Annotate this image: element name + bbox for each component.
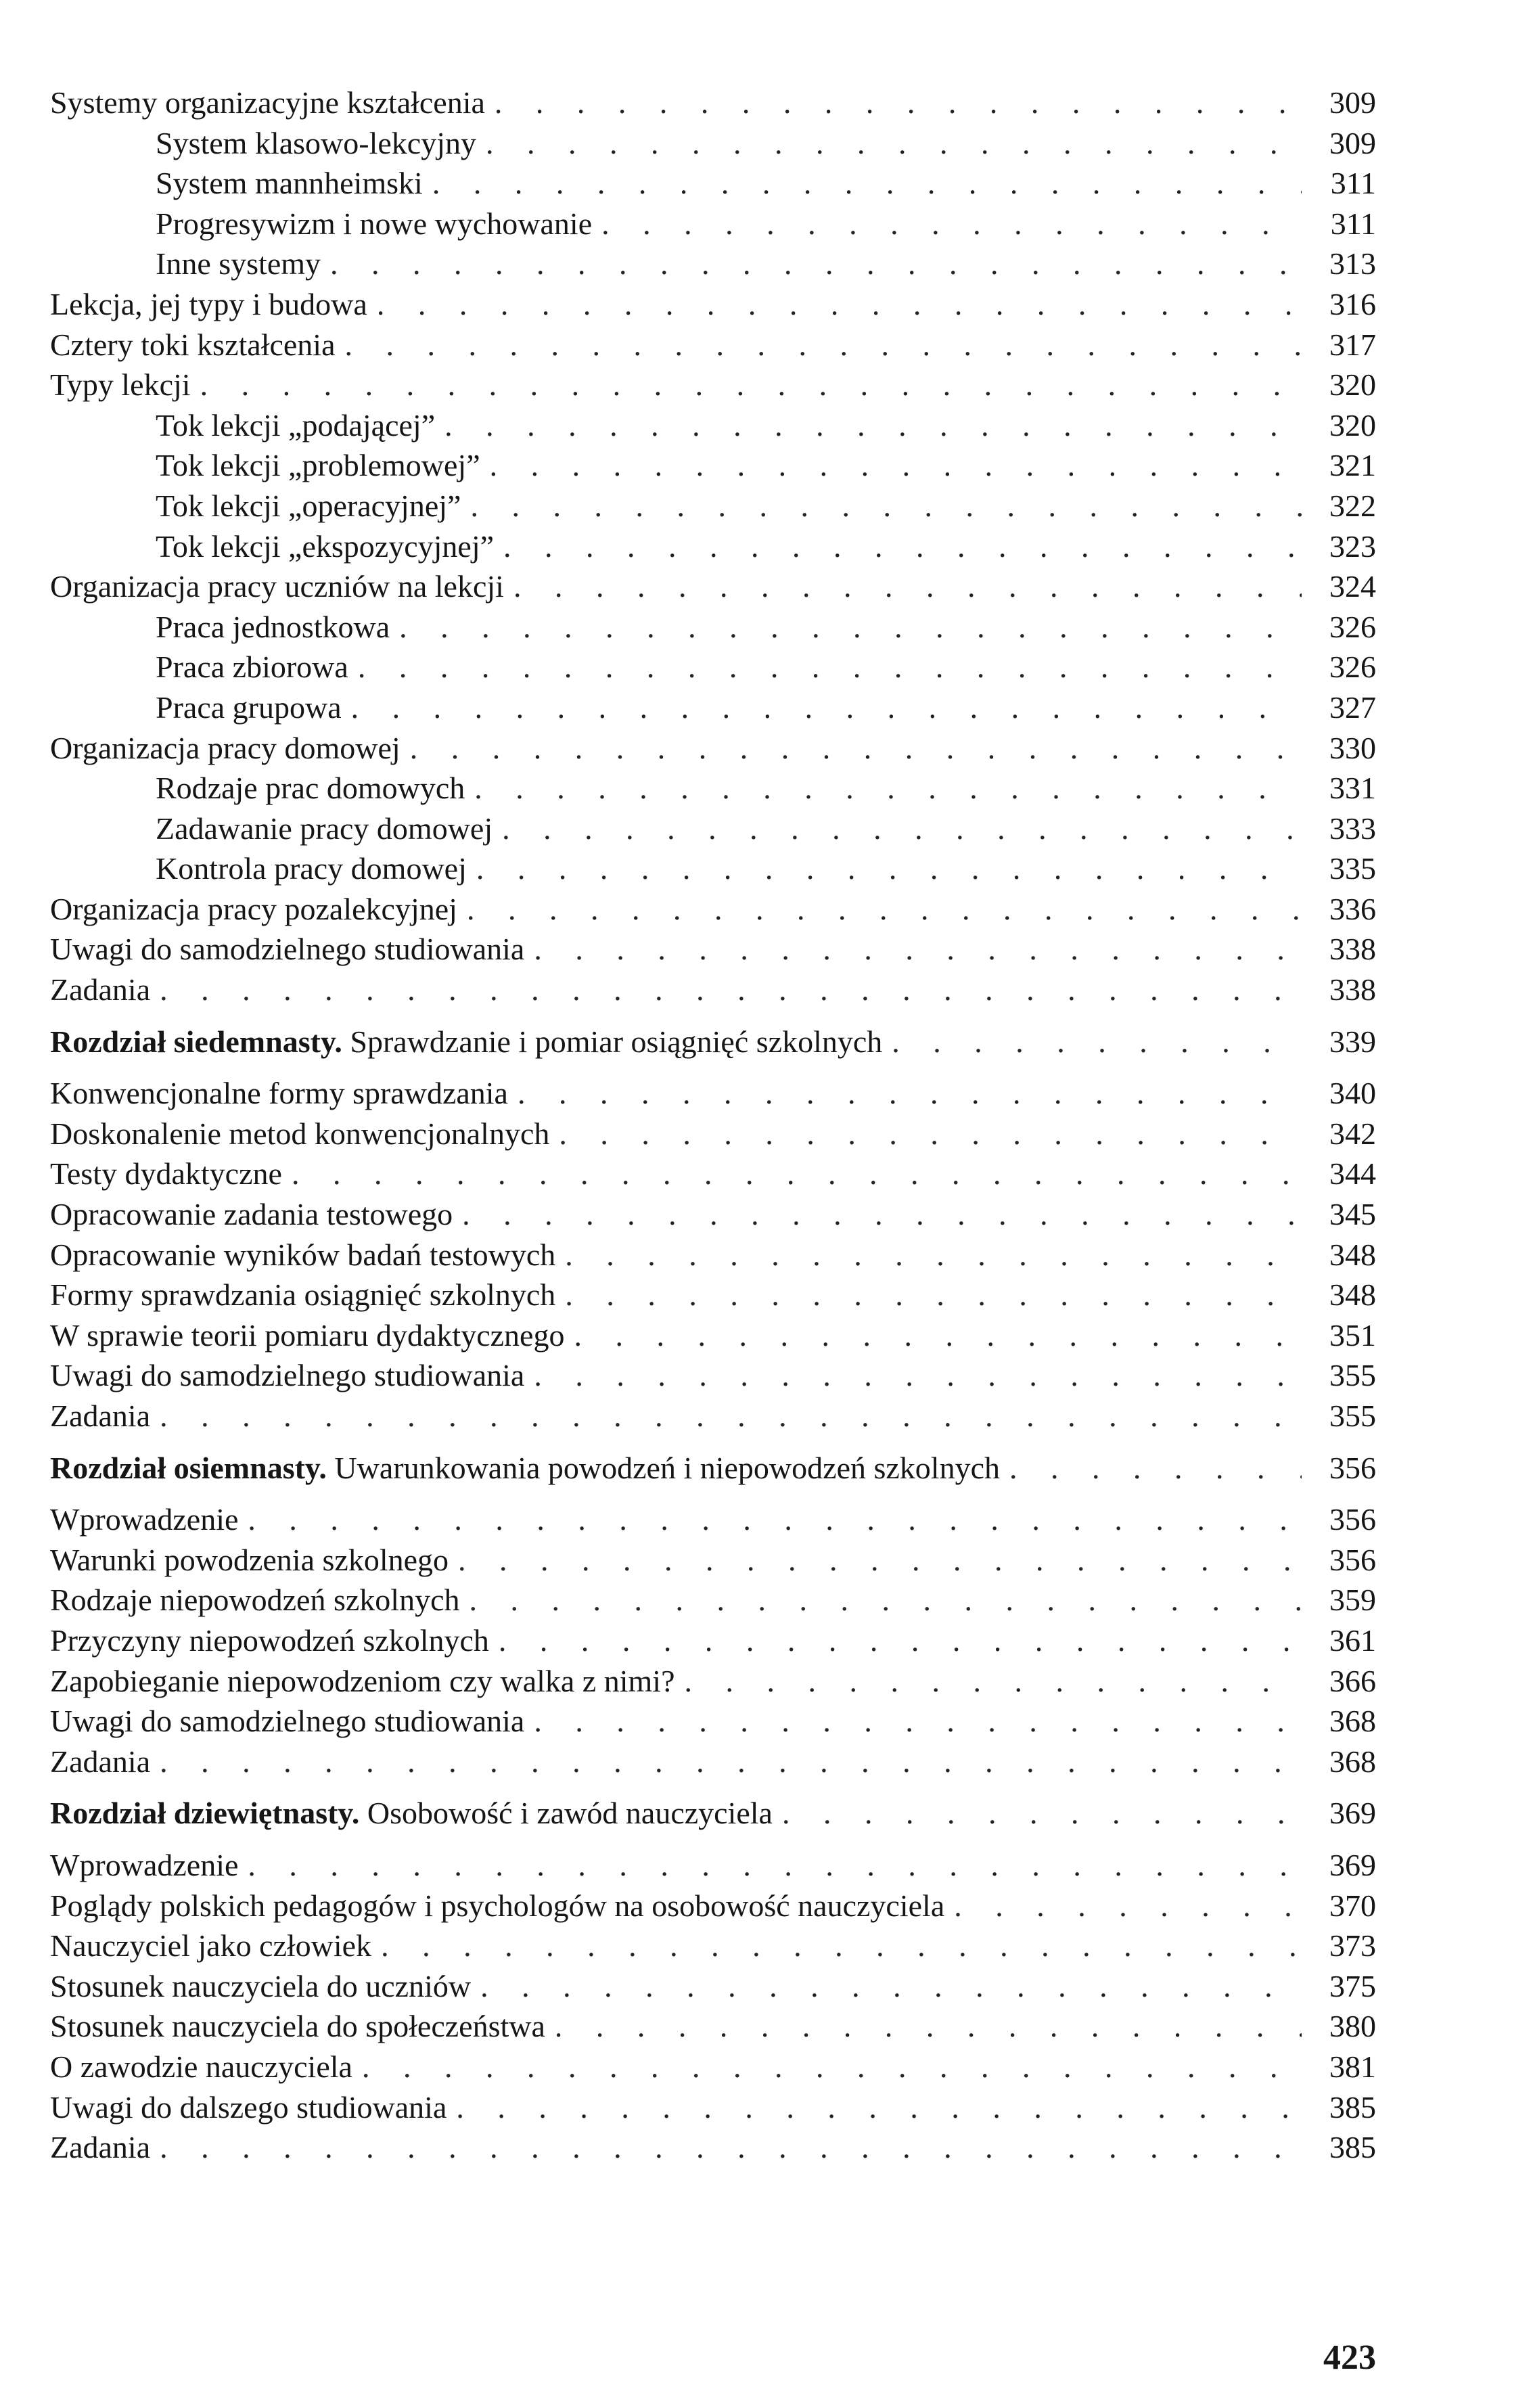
toc-entry-title <box>50 1154 282 1194</box>
chapter-label: Rozdział dziewiętnasty. <box>50 1796 360 1831</box>
dot-leader <box>565 1235 1302 1275</box>
toc-entry <box>50 1154 1376 1194</box>
toc-page-number: 380 <box>1329 2009 1376 2044</box>
entry-title-text: Kontrola pracy domowej <box>156 851 467 886</box>
toc-page-number: 370 <box>1329 1888 1376 1923</box>
entry-title-text: Zapobieganie niepowodzeniom czy walka z nimi? <box>50 1663 675 1698</box>
toc-page-number: 316 <box>1329 286 1376 321</box>
entry-title-text: Testy dydaktyczne <box>50 1156 282 1191</box>
entry-title-text: Doskonalenie metod konwencjonalnych <box>50 1116 550 1151</box>
dot-leader <box>499 1620 1302 1661</box>
toc-entry-title <box>50 728 401 769</box>
dot-leader <box>432 163 1302 204</box>
entry-title-text: Tok lekcji „problemowej” <box>156 448 480 483</box>
toc-entry <box>50 1661 1376 1702</box>
toc-entry <box>50 244 1376 284</box>
dot-leader <box>462 1194 1302 1235</box>
toc-page-number: 333 <box>1329 811 1376 846</box>
entry-title-text: Stosunek nauczyciela do uczniów <box>50 1968 472 2003</box>
dot-leader <box>470 486 1302 526</box>
toc-page-number: 361 <box>1329 1622 1376 1658</box>
toc-entry-title <box>50 486 461 526</box>
dot-leader <box>467 889 1302 930</box>
toc-entry-title <box>50 163 423 204</box>
toc-page-number: 385 <box>1329 2130 1376 2165</box>
dot-leader <box>358 647 1302 687</box>
entry-title-text: Uwagi do dalszego studiowania <box>50 2089 447 2125</box>
toc-entry <box>50 1194 1376 1235</box>
toc-entry-title <box>50 929 524 970</box>
toc-page-number: 309 <box>1329 125 1376 160</box>
dot-leader <box>574 1315 1302 1356</box>
dot-leader <box>476 848 1302 889</box>
toc-entry-title <box>50 687 342 728</box>
entry-title-text: Praca grupowa <box>156 689 342 725</box>
dot-leader <box>351 687 1302 728</box>
toc-page-number: 373 <box>1329 1928 1376 1963</box>
entry-title-text: Organizacja pracy pozalekcyjnej <box>50 891 457 926</box>
toc-page-number: 342 <box>1329 1116 1376 1151</box>
dot-leader <box>782 1793 1302 1834</box>
toc-page-number: 340 <box>1329 1076 1376 1111</box>
toc-page-number: 369 <box>1329 1796 1376 1831</box>
entry-title-text: Praca zbiorowa <box>156 650 348 685</box>
entry-title-text: O zawodzie nauczyciela <box>50 2049 352 2084</box>
toc-entry-title <box>50 284 367 325</box>
dot-leader <box>330 244 1302 284</box>
dot-leader <box>381 1926 1302 1966</box>
entry-title-text: Opracowanie wyników badań testowych <box>50 1237 556 1272</box>
toc-page-number: 311 <box>1330 166 1376 201</box>
entry-title-text: Rodzaje prac domowych <box>156 771 465 806</box>
dot-leader <box>518 1073 1302 1114</box>
dot-leader <box>1009 1448 1302 1489</box>
toc-entry-title <box>50 607 390 648</box>
toc-entry <box>50 1355 1376 1396</box>
toc-entry-title <box>50 2006 545 2047</box>
toc-entry-title <box>50 1966 471 2007</box>
dot-leader <box>292 1154 1302 1194</box>
entry-title-text: Uwagi do samodzielnego studiowania <box>50 1358 525 1393</box>
toc-entry-title <box>50 970 150 1010</box>
entry-title-text: W sprawie teorii pomiaru dydaktycznego <box>50 1317 565 1353</box>
dot-leader <box>490 445 1302 486</box>
toc-entry-title <box>50 1073 508 1114</box>
entry-title-text: Poglądy polskich pedagogów i psychologów na osobowość nauczyciela <box>50 1888 945 1923</box>
entry-title-text: Wprowadzenie <box>50 1847 239 1882</box>
toc-page-number: 309 <box>1329 85 1376 120</box>
toc-entry-title <box>50 83 485 123</box>
toc-page-number: 345 <box>1329 1197 1376 1232</box>
toc-entry <box>50 163 1376 204</box>
page-number: 423 <box>1323 2338 1376 2377</box>
entry-title-text: Cztery toki kształcenia <box>50 327 336 362</box>
toc-entry <box>50 1845 1376 1886</box>
toc-page-number: 324 <box>1329 569 1376 604</box>
toc-page-number: 356 <box>1329 1542 1376 1577</box>
toc-entry-title <box>50 1315 564 1356</box>
dot-leader <box>486 123 1302 164</box>
toc-entry <box>50 365 1376 405</box>
toc-entry-title <box>50 1275 555 1315</box>
toc-entry-title <box>50 325 336 365</box>
chapter-label: Rozdział osiemnasty. <box>50 1450 327 1485</box>
toc-entry-title <box>50 1886 944 1926</box>
toc-entry <box>50 1540 1376 1581</box>
entry-title-text: Systemy organizacyjne kształcenia <box>50 85 485 120</box>
entry-title-text: Progresywizm i nowe wychowanie <box>156 206 593 241</box>
toc-page-number: 321 <box>1329 448 1376 483</box>
toc-chapter-heading <box>50 1022 1376 1062</box>
dot-leader <box>444 405 1302 446</box>
toc-entry <box>50 1499 1376 1540</box>
dot-leader <box>534 1355 1302 1396</box>
toc-entry <box>50 1073 1376 1114</box>
table-of-contents <box>50 83 1376 2168</box>
entry-title-text: Zadawanie pracy domowej <box>156 811 493 846</box>
toc-page-number: 320 <box>1329 367 1376 403</box>
toc-page-number: 344 <box>1329 1156 1376 1191</box>
toc-entry-title <box>50 365 191 405</box>
entry-title-text: Uwagi do samodzielnego studiowania <box>50 932 525 967</box>
toc-entry-title <box>50 1540 449 1581</box>
dot-leader <box>362 2047 1302 2087</box>
toc-entry-title <box>50 445 480 486</box>
toc-entry-title <box>50 1448 1000 1489</box>
entry-title-text: Rodzaje niepowodzeń szkolnych <box>50 1583 460 1618</box>
toc-entry-title <box>50 1580 459 1620</box>
toc-entry <box>50 1114 1376 1154</box>
toc-page-number: 355 <box>1329 1399 1376 1433</box>
toc-entry <box>50 1620 1376 1661</box>
toc-entry-title <box>50 1620 489 1661</box>
dot-leader <box>684 1661 1302 1702</box>
toc-page-number: 320 <box>1329 407 1376 442</box>
toc-page-number: 381 <box>1329 2049 1376 2084</box>
toc-entry <box>50 1742 1376 1782</box>
toc-entry <box>50 1275 1376 1315</box>
toc-entry <box>50 1926 1376 1966</box>
dot-leader <box>503 526 1302 567</box>
toc-entry-title <box>50 405 435 446</box>
toc-page-number: 368 <box>1329 1704 1376 1739</box>
toc-page-number: 356 <box>1329 1450 1376 1485</box>
toc-page-number: 359 <box>1329 1583 1376 1618</box>
toc-entry <box>50 1315 1376 1356</box>
toc-page-number: 336 <box>1329 891 1376 926</box>
dot-leader <box>954 1886 1302 1926</box>
toc-entry-title <box>50 1742 150 1782</box>
entry-title-text: Tok lekcji „ekspozycyjnej” <box>156 528 495 564</box>
dot-leader <box>399 607 1302 648</box>
toc-entry-title <box>50 1194 453 1235</box>
dot-leader <box>248 1845 1302 1886</box>
toc-entry <box>50 768 1376 809</box>
toc-entry-title <box>50 848 467 889</box>
dot-leader <box>160 2127 1302 2168</box>
dot-leader <box>200 365 1302 405</box>
toc-page-number: 322 <box>1329 488 1376 523</box>
toc-entry-title <box>50 1926 371 1966</box>
dot-leader <box>559 1114 1302 1154</box>
toc-entry-title <box>50 1022 882 1062</box>
dot-leader <box>474 768 1302 809</box>
entry-title-text: Praca jednostkowa <box>156 609 390 644</box>
toc-entry <box>50 1235 1376 1275</box>
dot-leader <box>456 2087 1302 2128</box>
toc-entry-title <box>50 1845 238 1886</box>
toc-entry <box>50 83 1376 123</box>
dot-leader <box>160 970 1302 1010</box>
toc-entry-title <box>50 526 494 567</box>
toc-page-number: 327 <box>1329 689 1376 725</box>
dot-leader <box>534 929 1302 970</box>
dot-leader <box>480 1966 1302 2007</box>
dot-leader <box>502 809 1302 849</box>
toc-page-number: 348 <box>1329 1277 1376 1313</box>
entry-title-text: Zadania <box>50 1744 151 1779</box>
toc-entry-title <box>50 1793 773 1834</box>
toc-entry-title <box>50 2127 150 2168</box>
entry-title-text: Osobowość i zawód nauczyciela <box>367 1796 773 1831</box>
toc-page-number: 330 <box>1329 730 1376 765</box>
entry-title-text: Nauczyciel jako człowiek <box>50 1928 372 1963</box>
toc-entry <box>50 728 1376 769</box>
toc-page-number: 375 <box>1329 1968 1376 2003</box>
dot-leader <box>469 1580 1302 1620</box>
toc-page-number: 351 <box>1329 1317 1376 1353</box>
toc-entry-title <box>50 809 493 849</box>
entry-title-text: Konwencjonalne formy sprawdzania <box>50 1076 508 1111</box>
toc-page-number: 339 <box>1329 1024 1376 1059</box>
toc-entry <box>50 809 1376 849</box>
chapter-label: Rozdział siedemnasty. <box>50 1024 342 1059</box>
toc-page-number: 356 <box>1329 1502 1376 1537</box>
entry-title-text: Organizacja pracy domowej <box>50 730 401 765</box>
toc-entry-title <box>50 1499 238 1540</box>
toc-entry <box>50 526 1376 567</box>
toc-entry-title <box>50 1701 524 1742</box>
toc-entry <box>50 486 1376 526</box>
toc-entry <box>50 2047 1376 2087</box>
toc-entry <box>50 445 1376 486</box>
toc-entry-title <box>50 1355 524 1396</box>
toc-entry <box>50 2087 1376 2128</box>
dot-leader <box>555 2006 1302 2047</box>
toc-entry <box>50 1396 1376 1436</box>
dot-leader <box>345 325 1302 365</box>
dot-leader <box>458 1540 1302 1581</box>
entry-title-text: Tok lekcji „podającej” <box>156 407 436 442</box>
dot-leader <box>248 1499 1302 1540</box>
toc-page-number: 355 <box>1329 1358 1376 1393</box>
toc-page-number: 313 <box>1329 246 1376 281</box>
toc-page-number: 317 <box>1329 327 1376 362</box>
toc-entry <box>50 566 1376 607</box>
entry-title-text: Uwagi do samodzielnego studiowania <box>50 1704 525 1739</box>
toc-entry-title <box>50 1396 150 1436</box>
dot-leader <box>892 1022 1302 1062</box>
entry-title-text: Zadania <box>50 2130 151 2165</box>
entry-title-text: Uwarunkowania powodzeń i niepowodzeń szkolnych <box>334 1450 1000 1485</box>
entry-title-text: Typy lekcji <box>50 367 191 403</box>
dot-leader <box>160 1396 1302 1436</box>
toc-entry-title <box>50 244 321 284</box>
toc-entry <box>50 325 1376 365</box>
toc-entry <box>50 1886 1376 1926</box>
toc-entry <box>50 687 1376 728</box>
entry-title-text: Stosunek nauczyciela do społeczeństwa <box>50 2009 545 2044</box>
toc-entry-title <box>50 1661 674 1702</box>
toc-page-number: 348 <box>1329 1237 1376 1272</box>
toc-entry-title <box>50 123 476 164</box>
entry-title-text: Tok lekcji „operacyjnej” <box>156 488 461 523</box>
toc-page-number: 331 <box>1329 771 1376 806</box>
entry-title-text: System klasowo-lekcyjny <box>156 125 476 160</box>
dot-leader <box>601 204 1302 244</box>
toc-entry <box>50 1966 1376 2007</box>
dot-leader <box>565 1275 1302 1315</box>
toc-entry <box>50 970 1376 1010</box>
toc-entry-title <box>50 204 592 244</box>
toc-chapter-heading <box>50 1448 1376 1489</box>
toc-page-number: 368 <box>1329 1744 1376 1779</box>
toc-entry <box>50 2006 1376 2047</box>
dot-leader <box>377 284 1302 325</box>
toc-page-number: 385 <box>1329 2089 1376 2125</box>
toc-page-number: 311 <box>1330 206 1376 241</box>
toc-entry <box>50 889 1376 930</box>
toc-entry <box>50 123 1376 164</box>
toc-page-number: 326 <box>1329 650 1376 685</box>
toc-entry <box>50 204 1376 244</box>
entry-title-text: Inne systemy <box>156 246 321 281</box>
toc-entry <box>50 647 1376 687</box>
dot-leader <box>534 1701 1302 1742</box>
toc-entry-title <box>50 647 348 687</box>
entry-title-text: Lekcja, jej typy i budowa <box>50 286 367 321</box>
toc-entry <box>50 607 1376 648</box>
toc-entry <box>50 405 1376 446</box>
toc-entry-title <box>50 889 457 930</box>
toc-entry-title <box>50 1114 549 1154</box>
toc-page-number: 335 <box>1329 851 1376 886</box>
toc-entry <box>50 1580 1376 1620</box>
toc-page-number: 326 <box>1329 609 1376 644</box>
toc-page-number: 323 <box>1329 528 1376 564</box>
toc-entry <box>50 284 1376 325</box>
toc-entry-title <box>50 1235 555 1275</box>
toc-entry <box>50 848 1376 889</box>
toc-page-number: 369 <box>1329 1847 1376 1882</box>
entry-title-text: Zadania <box>50 972 151 1007</box>
entry-title-text: Opracowanie zadania testowego <box>50 1197 453 1232</box>
entry-title-text: Formy sprawdzania osiągnięć szkolnych <box>50 1277 556 1313</box>
entry-title-text: Sprawdzanie i pomiar osiągnięć szkolnych <box>350 1024 883 1059</box>
entry-title-text: Wprowadzenie <box>50 1502 239 1537</box>
dot-leader <box>410 728 1302 769</box>
entry-title-text: Przyczyny niepowodzeń szkolnych <box>50 1622 489 1658</box>
toc-page-number: 338 <box>1329 972 1376 1007</box>
toc-entry <box>50 929 1376 970</box>
toc-entry-title <box>50 2087 447 2128</box>
toc-page-number: 338 <box>1329 932 1376 967</box>
toc-chapter-heading <box>50 1793 1376 1834</box>
toc-entry-title <box>50 768 465 809</box>
entry-title-text: Warunki powodzenia szkolnego <box>50 1542 449 1577</box>
toc-entry-title <box>50 566 504 607</box>
toc-entry <box>50 2127 1376 2168</box>
toc-entry <box>50 1701 1376 1742</box>
entry-title-text: Organizacja pracy uczniów na lekcji <box>50 569 504 604</box>
dot-leader <box>160 1742 1302 1782</box>
toc-page-number: 366 <box>1329 1663 1376 1698</box>
toc-entry-title <box>50 2047 352 2087</box>
dot-leader <box>495 83 1302 123</box>
dot-leader <box>513 566 1302 607</box>
entry-title-text: System mannheimski <box>156 166 423 201</box>
entry-title-text: Zadania <box>50 1399 151 1433</box>
